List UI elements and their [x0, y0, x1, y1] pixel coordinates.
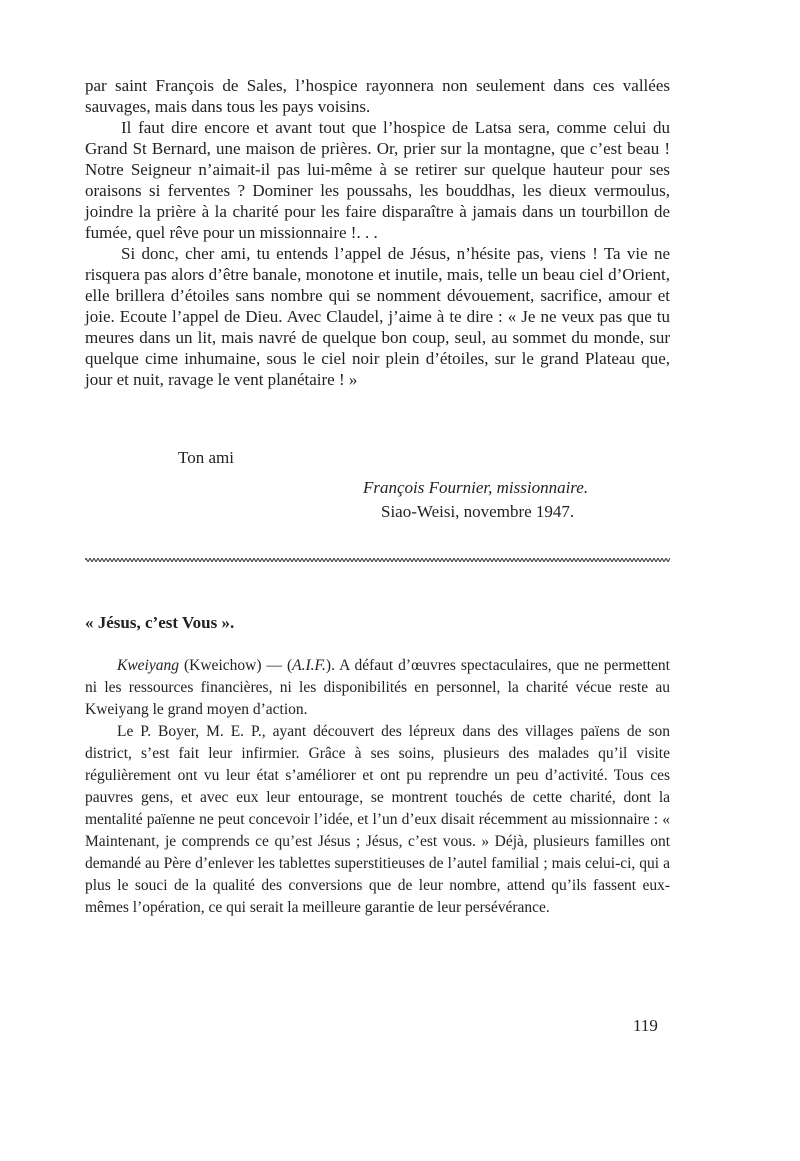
- article-place: Kweiyang: [117, 657, 179, 674]
- wavy-divider-line: [85, 555, 670, 565]
- article-paragraph-2: Le P. Boyer, M. E. P., ayant découvert des lépreux dans des villages païens de son district, s’est fait leur infirmier. Grâce à ses soins, plusieurs des malades qu’il visite régulièrement ont vu leur état s’améliorer et ont pu reprendre un peu d’activité. Tous ces pauvres gens, et avec eux leur entourage, se montrent touchés de cette charité, dont la mentalité païenne ne peut concevoir l’idée, et l’un d’eux disait récemment au missionnaire : « Maintenant, je comprends ce qu’est Jésus ; Jésus, c’est vous. » Déjà, plusieurs familles ont demandé au Père d’enlever les tablettes superstitieuses de l’autel familial ; mais celui-ci, qui a plus le souci de la qualité des conversions que de leur nombre, attend qu’ils fassent eux-mêmes l’opération, ce qui serait la meilleure garantie de leur persévérance.: [85, 723, 670, 916]
- letter-salutation: Ton ami: [178, 448, 234, 467]
- section-title: « Jésus, c’est Vous ».: [85, 613, 235, 632]
- article-body: [85, 655, 670, 919]
- page-number: 119: [633, 1016, 658, 1035]
- article-intro-rest: ). A défaut d’œuvres spectaculaires, que ne permettent ni les ressources financières, ni les disponibilités en personnel, la charité vécue reste au Kweiyang le grand moyen d’action.: [85, 657, 670, 718]
- letter-paragraph-3: Si donc, cher ami, tu entends l’appel de Jésus, n’hésite pas, viens ! Ta vie ne risquera pas alors d’être banale, monotone et inutile, mais, telle un beau ciel d’Orient, elle brillera d’étoiles sans nombre qui se nomment dévouement, sacrifice, amour et joie. Ecoute l’appel de Dieu. Avec Claudel, j’aime à te dire : « Je ne veux pas que tu meures dans un lit, mais navré de quelque bon coup, seul, au sommet du monde, sur quelque cime inhumaine, sous le ciel noir plein d’étoiles, sur le grand Plateau que, jour et nuit, ravage le vent planétaire ! »: [85, 244, 670, 389]
- article-source: A.I.F.: [292, 657, 326, 674]
- letter-paragraph-2: Il faut dire encore et avant tout que l’hospice de Latsa sera, comme celui du Grand St Bernard, une maison de prières. Or, prier sur la montagne, que c’est beau ! Notre Seigneur n’aimait-il pas lui-même à se retirer sur quelque hauteur pour ses oraisons si ferventes ? Dominer les poussahs, les bouddhas, les dieux vermoulus, joindre la prière à la charité pour les faire disparaître à jamais dans un tourbillon de fumée, quel rêve pour un missionnaire !. . .: [85, 118, 670, 242]
- letter-place-date: Siao-Weisi, novembre 1947.: [381, 502, 575, 521]
- letter-paragraph-1: par saint François de Sales, l’hospice rayonnera non seulement dans ces vallées sauvages, mais dans tous les pays voisins.: [85, 76, 670, 116]
- wavy-divider: [85, 555, 670, 565]
- article-place-paren: (Kweichow) — (: [179, 657, 293, 674]
- letter-signature: François Fournier, missionnaire.: [363, 478, 589, 497]
- letter-body: [85, 75, 670, 390]
- article-paragraph-1: [85, 655, 670, 721]
